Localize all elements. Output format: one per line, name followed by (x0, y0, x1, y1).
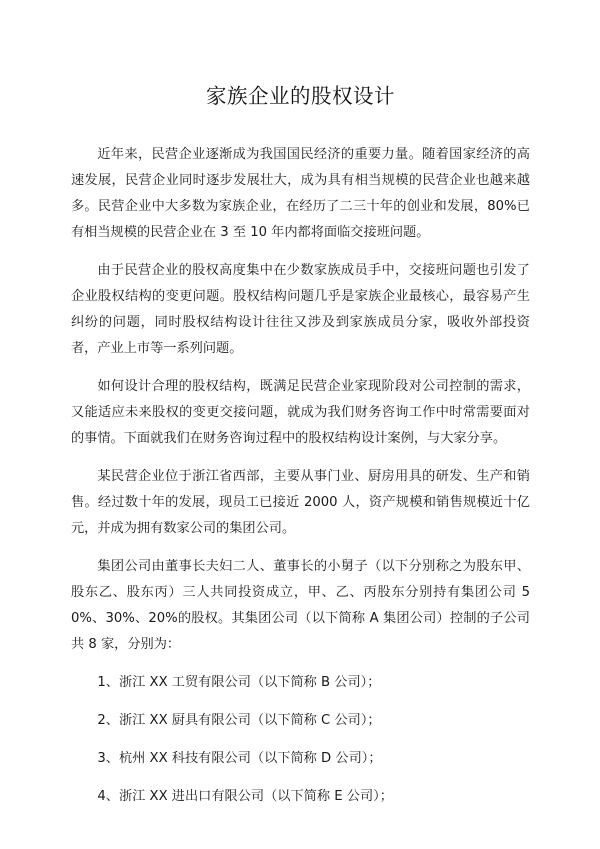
paragraph-intro: 近年来，民营企业逐渐成为我国国民经济的重要力量。随着国家经济的高速发展，民营企业同时逐步发展壮大，成为具有相当规模的民营企业也越来越多。民营企业中大多数为家族企业，在经历了二三十年的创业和发展，80%已有相当规模的民营企业在 3 至 10 年内都将面临交接班问题。 (71, 147, 530, 240)
paragraph-equity-structure: 由于民营企业的股权高度集中在少数家族成员手中，交接班问题也引发了企业股权结构的变更问题。股权结构问题几乎是家族企业最核心，最容易产生纠纷的问题，同时股权结构设计往往又涉及到家族成员分家，吸收外部投资者，产业上市等一系列问题。 (71, 263, 530, 356)
paragraph-shareholders: 集团公司由董事长夫妇二人、董事长的小舅子（以下分别称之为股东甲、股东乙、股东丙）三人共同投资成立，甲、乙、丙股东分别持有集团公司 50%、30%、20%的股权。其集团公司（以下简称 A 集团公司）控制的子公司共 8 家，分别为： (71, 559, 530, 652)
paragraph-design-question: 如何设计合理的股权结构，既满足民营企业家现阶段对公司控制的需求，又能适应未来股权的变更交接问题，就成为我们财务咨询工作中时常需要面对的事情。下面就我们在财务咨询过程中的股权结构设计案例，与大家分享。 (71, 379, 530, 446)
subsidiary-list (71, 670, 530, 810)
list-item: 4、浙江 XX 进出口有限公司（以下简称 E 公司）； (97, 789, 393, 804)
paragraph-company-background: 某民营企业位于浙江省西部，主要从事门业、厨房用具的研发、生产和销售。经过数十年的发展，现员工已接近 2000 人，资产规模和销售规模近十亿元，并成为拥有数家公司的集团公司。 (71, 469, 530, 536)
list-item: 1、浙江 XX 工贸有限公司（以下简称 B 公司）； (97, 675, 381, 690)
list-item: 3、杭州 XX 科技有限公司（以下简称 D 公司）； (97, 751, 382, 766)
list-item: 2、浙江 XX 厨具有限公司（以下简称 C 公司）； (97, 713, 381, 728)
document-title: 家族企业的股权设计 (206, 84, 395, 108)
document-body (71, 142, 530, 810)
